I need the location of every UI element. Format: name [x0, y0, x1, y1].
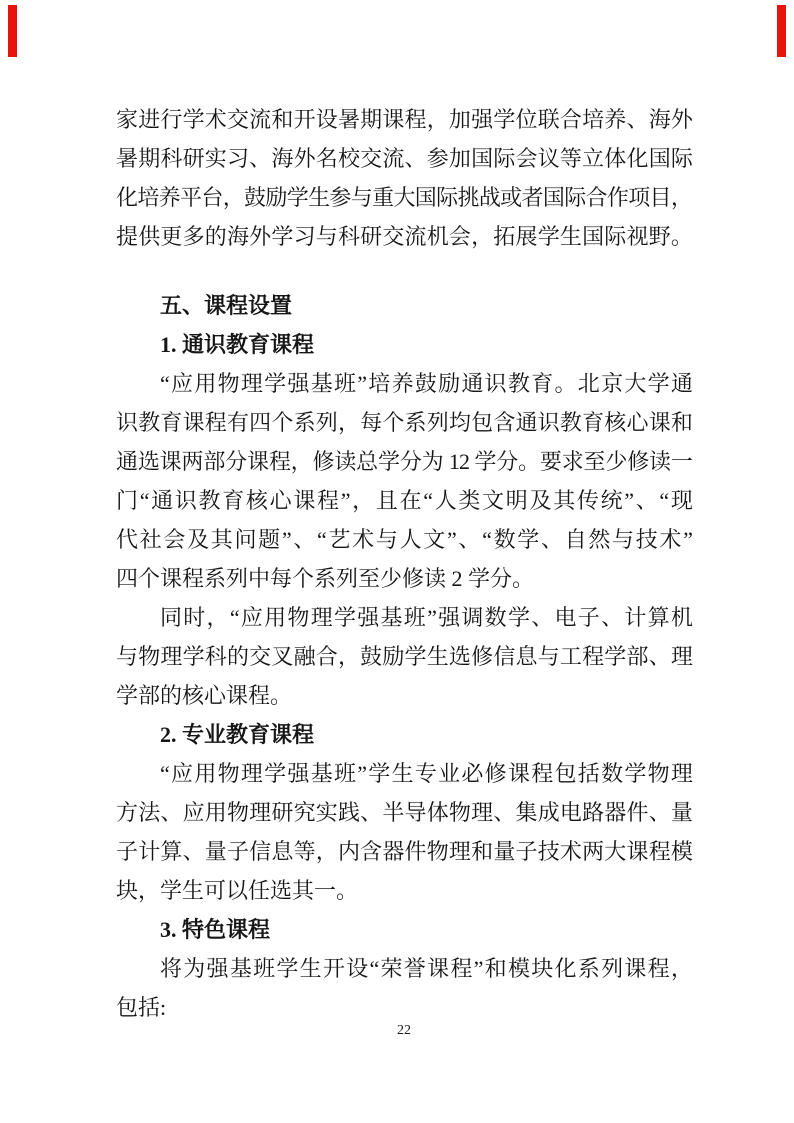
text-line: 与物理学科的交叉融合，鼓励学生选修信息与工程学部、理 [116, 644, 692, 669]
text-line: 通选课两部分课程，修读总学分为 12 学分。要求至少修读一 [116, 449, 692, 474]
para-international-training [116, 100, 692, 256]
heading-line: 3. 特色课程 [160, 917, 271, 942]
text-line: 同时，“应用物理学强基班”强调数学、电子、计算机 [160, 605, 692, 630]
text-line: 包括: [116, 995, 167, 1020]
text-line: 化培养平台，鼓励学生参与重大国际挑战或者国际合作项目， [116, 185, 692, 210]
heading-3-special-courses [116, 910, 692, 949]
text-line: 识教育课程有四个系列，每个系列均包含通识教育核心课和 [116, 410, 692, 435]
text-line: 方法、应用物理研究实践、半导体物理、集成电路器件、量 [116, 800, 692, 825]
red-registration-mark-right [777, 5, 786, 57]
text-line: 家进行学术交流和开设暑期课程，加强学位联合培养、海外 [116, 107, 692, 132]
text-column [116, 100, 692, 1027]
para-cross-discipline [116, 598, 692, 715]
text-line: 暑期科研实习、海外名校交流、参加国际会议等立体化国际 [116, 146, 692, 171]
text-line: 块，学生可以任选其一。 [116, 878, 359, 903]
text-line: “应用物理学强基班”学生专业必修课程包括数学物理 [160, 761, 692, 786]
heading-line: 2. 专业教育课程 [160, 722, 315, 747]
text-line: 门“通识教育核心课程”，且在“人类文明及其传统”、“现 [116, 488, 692, 513]
text-line: “应用物理学强基班”培养鼓励通识教育。北京大学通 [160, 371, 692, 396]
text-line: 提供更多的海外学习与科研交流机会，拓展学生国际视野。 [116, 224, 692, 249]
heading-1-general-education [116, 325, 692, 364]
red-registration-mark-left [8, 5, 17, 57]
text-line: 子计算、量子信息等，内含器件物理和量子技术两大课程模 [116, 839, 692, 864]
page-number: 22 [397, 1023, 411, 1038]
text-line: 代社会及其问题”、“艺术与人文”、“数学、自然与技术” [116, 527, 692, 552]
para-professional-courses [116, 754, 692, 910]
text-line: 将为强基班学生开设“荣誉课程”和模块化系列课程， [160, 956, 692, 981]
text-line: 学部的核心课程。 [116, 683, 293, 708]
text-line: 四个课程系列中每个系列至少修读 2 学分。 [116, 566, 535, 591]
heading-line: 1. 通识教育课程 [160, 332, 315, 357]
section-gap [116, 256, 692, 286]
heading-section-5-curriculum [116, 286, 692, 325]
heading-line: 五、课程设置 [160, 293, 293, 318]
para-general-education [116, 364, 692, 598]
heading-2-professional-education [116, 715, 692, 754]
para-honor-courses [116, 949, 692, 1027]
